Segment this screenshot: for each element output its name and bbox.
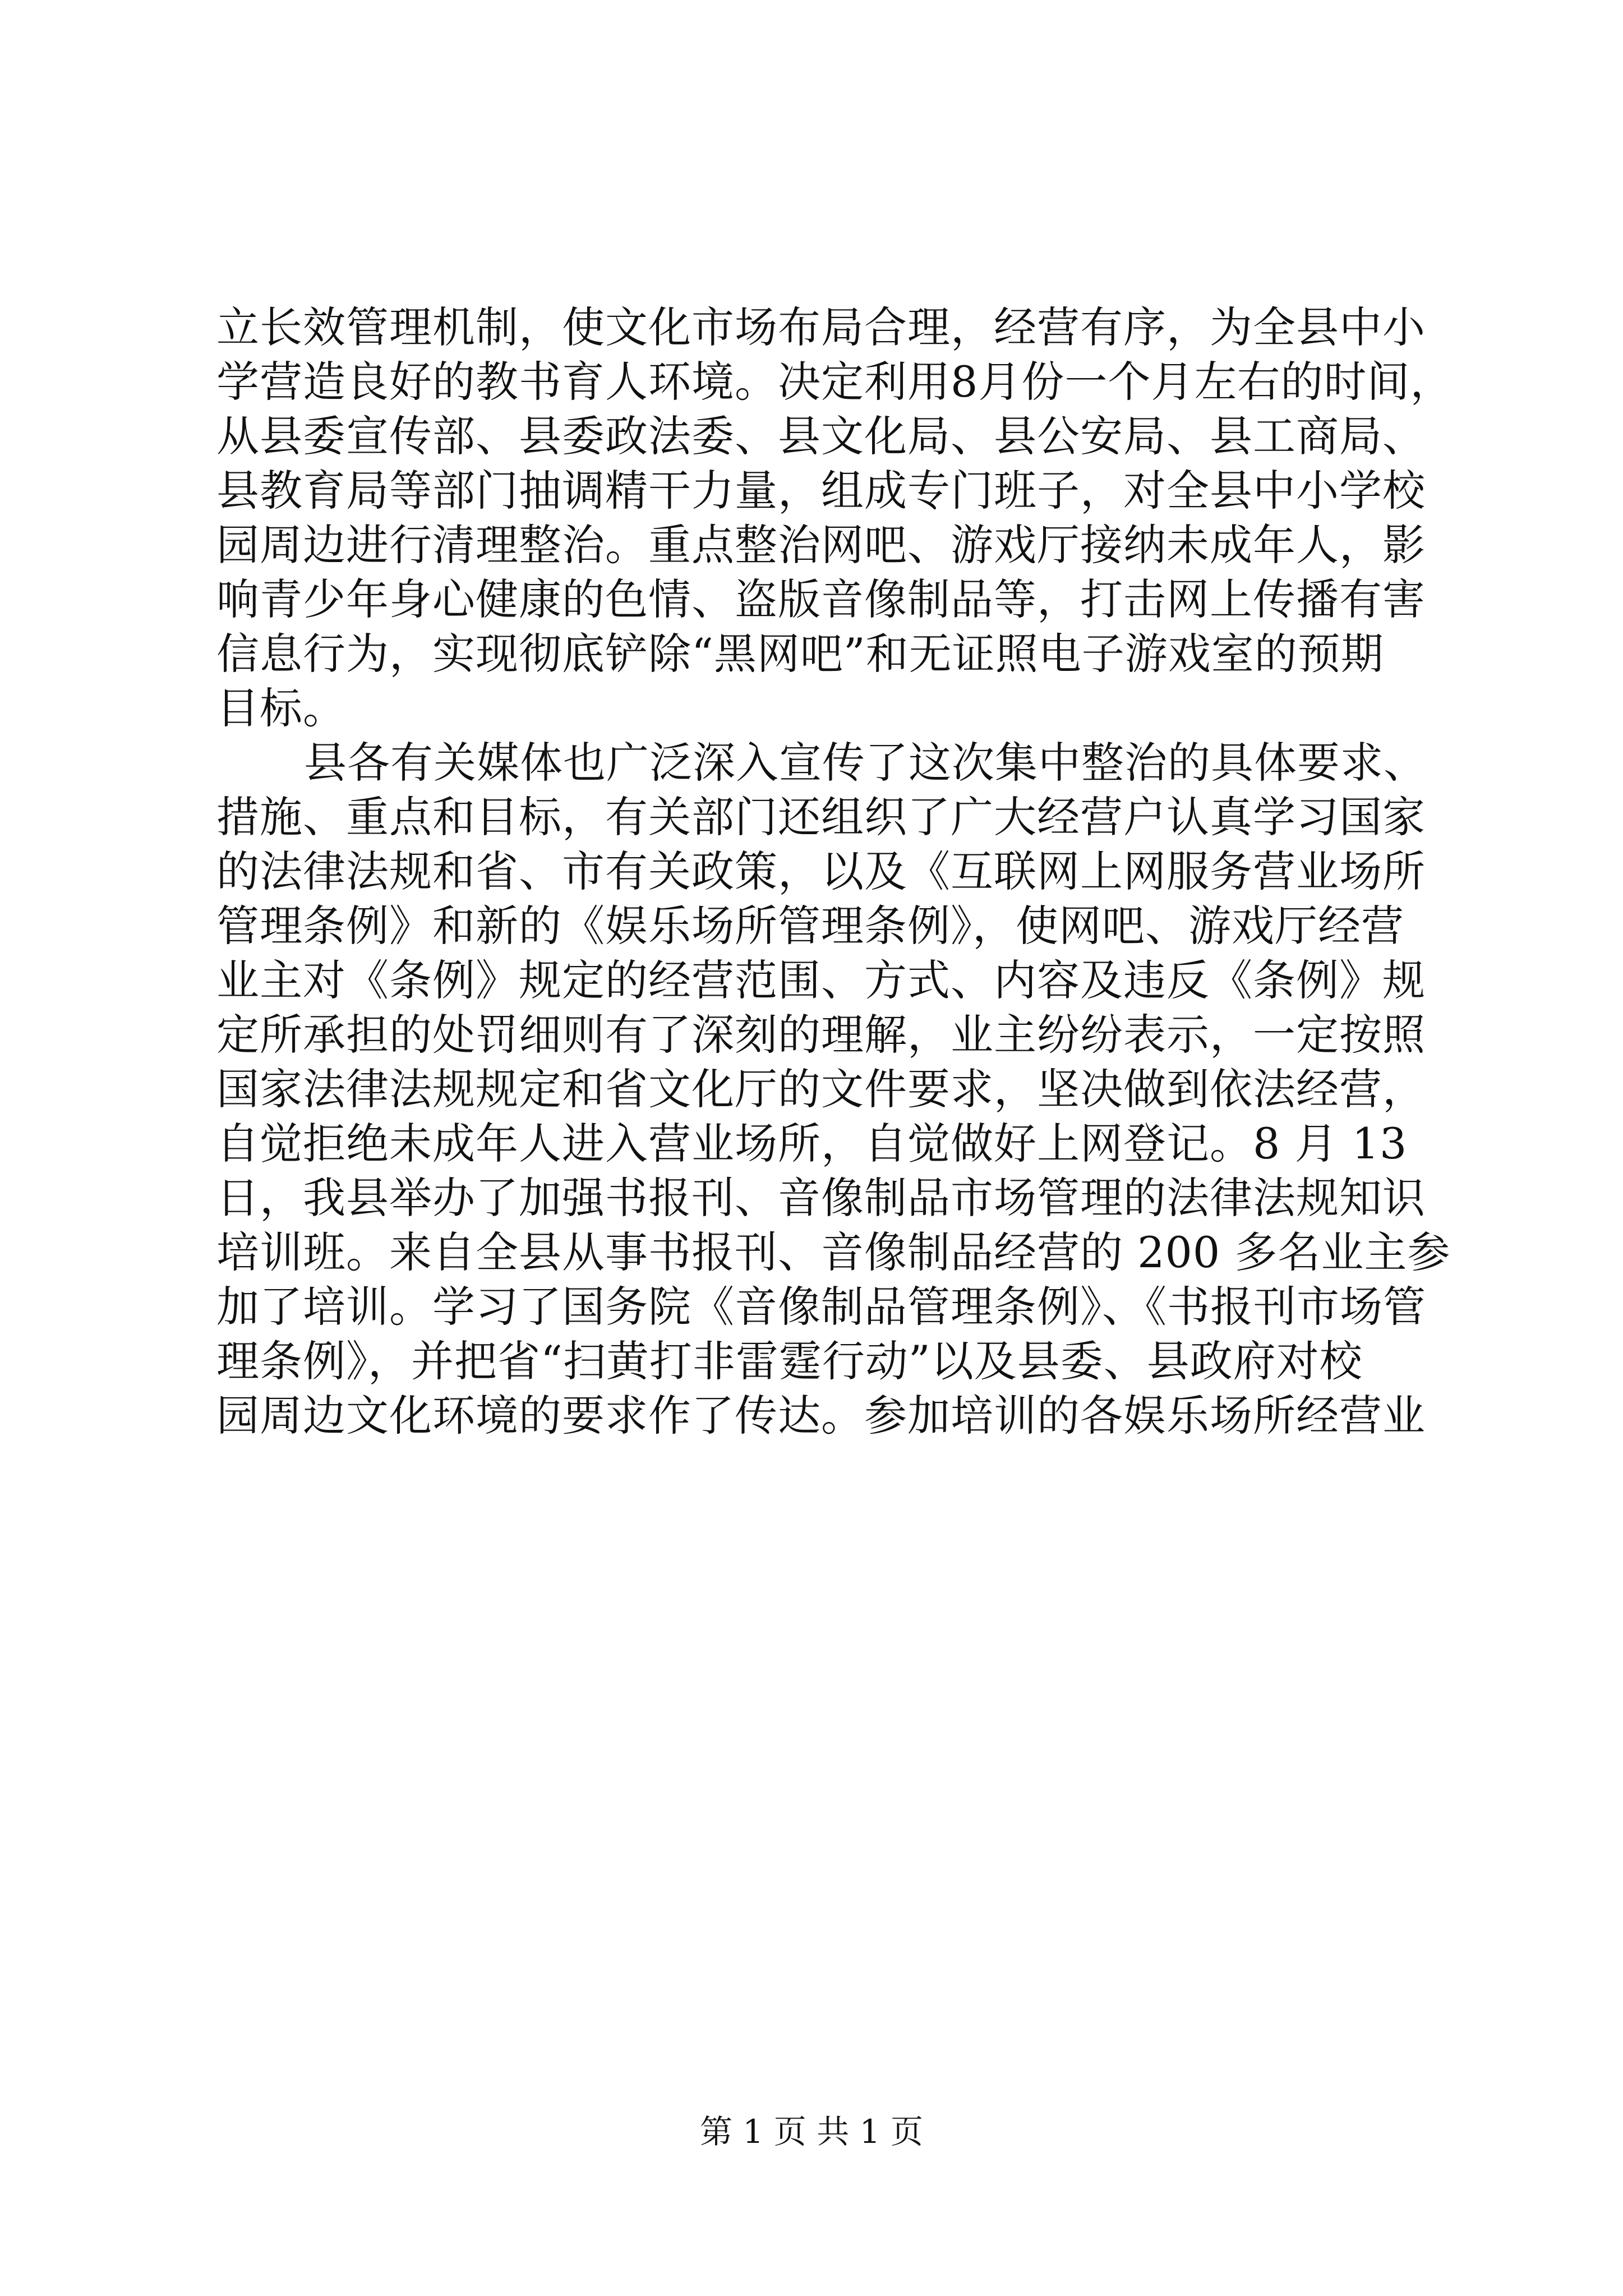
text-line: 目标。 (216, 683, 346, 733)
text-line: 县教育局等部门抽调精干力量，组成专门班子，对全县中小学校 (216, 466, 1426, 516)
text-line: 信息行为，实现彻底铲除“黑网吧”和无证照电子游戏室的预期 (216, 629, 1384, 679)
text-line: 加了培训。学习了国务院《音像制品管理条例》、《书报刊市场管 (216, 1282, 1426, 1332)
text-line: 学营造良好的教书育人环境。决定利用8月份一个月左右的时间， (216, 357, 1454, 407)
text-line: 国家法律法规规定和省文化厅的文件要求，坚决做到依法经营， (216, 1064, 1426, 1114)
text-line: 措施、重点和目标，有关部门还组织了广大经营户认真学习国家 (216, 792, 1426, 842)
body-text (216, 300, 1454, 1443)
page-number: 第 1 页 共 1 页 (700, 2113, 923, 2151)
text-line: 日，我县举办了加强书报刊、音像制品市场管理的法律法规知识 (216, 1173, 1426, 1223)
paragraph-2 (216, 735, 1451, 1443)
text-line: 定所承担的处罚细则有了深刻的理解，业主纷纷表示，一定按照 (216, 1010, 1426, 1060)
text-line: 从县委宣传部、县委政法委、县文化局、县公安局、县工商局、 (216, 411, 1426, 461)
text-line: 自觉拒绝未成年人进入营业场所，自觉做好上网登记。8 月 13 (216, 1119, 1408, 1168)
text-line: 县各有关媒体也广泛深入宣传了这次集中整治的具体要求、 (304, 738, 1427, 788)
text-line: 培训班。来自全县从事书报刊、音像制品经营的 200 多名业主参 (216, 1227, 1451, 1277)
text-line: 园周边进行清理整治。重点整治网吧、游戏厅接纳未成年人，影 (216, 520, 1426, 570)
text-line: 业主对《条例》规定的经营范围、方式、内容及违反《条例》规 (216, 955, 1426, 1005)
text-line: 理条例》，并把省“扫黄打非雷霆行动”以及县委、县政府对校 (216, 1336, 1363, 1386)
paragraph-1 (216, 300, 1454, 735)
text-line: 立长效管理机制，使文化市场布局合理，经营有序，为全县中小 (216, 302, 1426, 352)
text-line: 的法律法规和省、市有关政策，以及《互联网上网服务营业场所 (216, 846, 1426, 896)
page-footer (0, 2112, 1623, 2151)
text-line: 园周边文化环境的要求作了传达。参加培训的各娱乐场所经营业 (216, 1391, 1426, 1441)
text-line: 响青少年身心健康的色情、盗版音像制品等，打击网上传播有害 (216, 574, 1426, 624)
text-line: 管理条例》和新的《娱乐场所管理条例》，使网吧、游戏厅经营 (216, 901, 1404, 951)
